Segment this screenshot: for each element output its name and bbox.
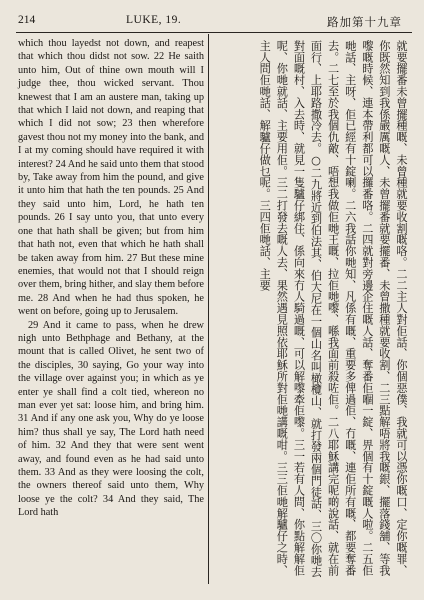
chinese-header: 路加第十九章 <box>327 17 402 29</box>
chinese-column: 就要擺番未曾擺種嘅、未曾種就要收割嘅咯。二二主人對佢話、你個惡僕、我就可以憑你嘅口、定你嘅罪、你既然知到我係嚴厲嘅人、未曾擺番就要擺番、未曾撒種就要收割、二三點解唔將我嘅銀、擺落錢舖、等我嚟嘅時候、連本帶利都可以攞番咯。二四就對旁邊企住嘅人話、奪番佢嗰一錠、畀個有十錠嘅人啦。二五佢哋話、主呀、佢已經有十錠喇。二六我話你哋知、凡係有嘅、重要多俾過佢、冇嘅、連佢所有嘅、都要奪番去。二七至於我個仇敵、唔想我做佢哋王嘅、拉佢哋嚟、喺我面前殺咗佢。二八耶穌講完呢啲說話、就在前面行、上耶路撒冷去。○二九將近到伯法其、伯大尼在一個山名叫橄欖山、就打發兩個門徒話、三〇你哋去對面嘅村、入去時、就見一隻驢仔綁住、係向來冇人騎過嘅、可以解嚟牽佢嚟。三一若有人問、你點解解佢呢、你哋就話、主要用佢。三二打發去嘅人去、果然遇見照依耶穌所對佢哋講嘅咁。三三佢哋解驢仔之時、主人問佢哋話、解驢仔做乜呢。三四佢哋話、主要 <box>258 40 408 578</box>
book-title: LUKE, 19. <box>126 14 182 26</box>
english-paragraph: which thou layedst not down, and reapest that which thou didst not sow. 22 He saith unto him, Out of thine own mouth will I judge thee, thou wicked servant. Thou knewest that I am an austere man, taking up that which I laid not down, and reaping that which I did not sow; 23 then wherefore gavest thou not my money into the bank, and I at my coming should have required it with interest? 24 And he said unto them that stood by, Take away from him the pound, and give it unto him that hath the ten pounds. 25 And they said unto him, Lord, he hath ten pounds. 26 I say unto you, that unto every one that hath shall be given; but from him that hath not, even that which he hath shall be taken away from him. 27 But these mine enemies, that would not that I should reign over them, bring hither, and slay them before me. 28 And when he had thus spoken, he went on before, going up to Jerusalem. <box>18 38 204 318</box>
column-divider <box>208 34 209 584</box>
page-number: 214 <box>18 14 36 26</box>
running-header <box>18 12 410 30</box>
english-column <box>18 37 204 582</box>
english-paragraph: 29 And it came to pass, when he drew nigh unto Bethphage and Bethany, at the mount that is called Olivet, he sent two of the disciples, 30 saying, Go your way into the village over against you; in which as ye enter ye shall find a colt tied, whereon no man ever yet sat: loose him, and bring him. 31 And if any one ask you, Why do ye loose him? thus shall ye say, The Lord hath need of him. 32 And they that were sent went away, and found even as he had said unto them. 33 And as they were loosing the colt, the owners thereof said unto them, Why loose ye the colt? 34 And they said, The Lord hath <box>18 319 204 519</box>
header-rule <box>16 32 412 33</box>
